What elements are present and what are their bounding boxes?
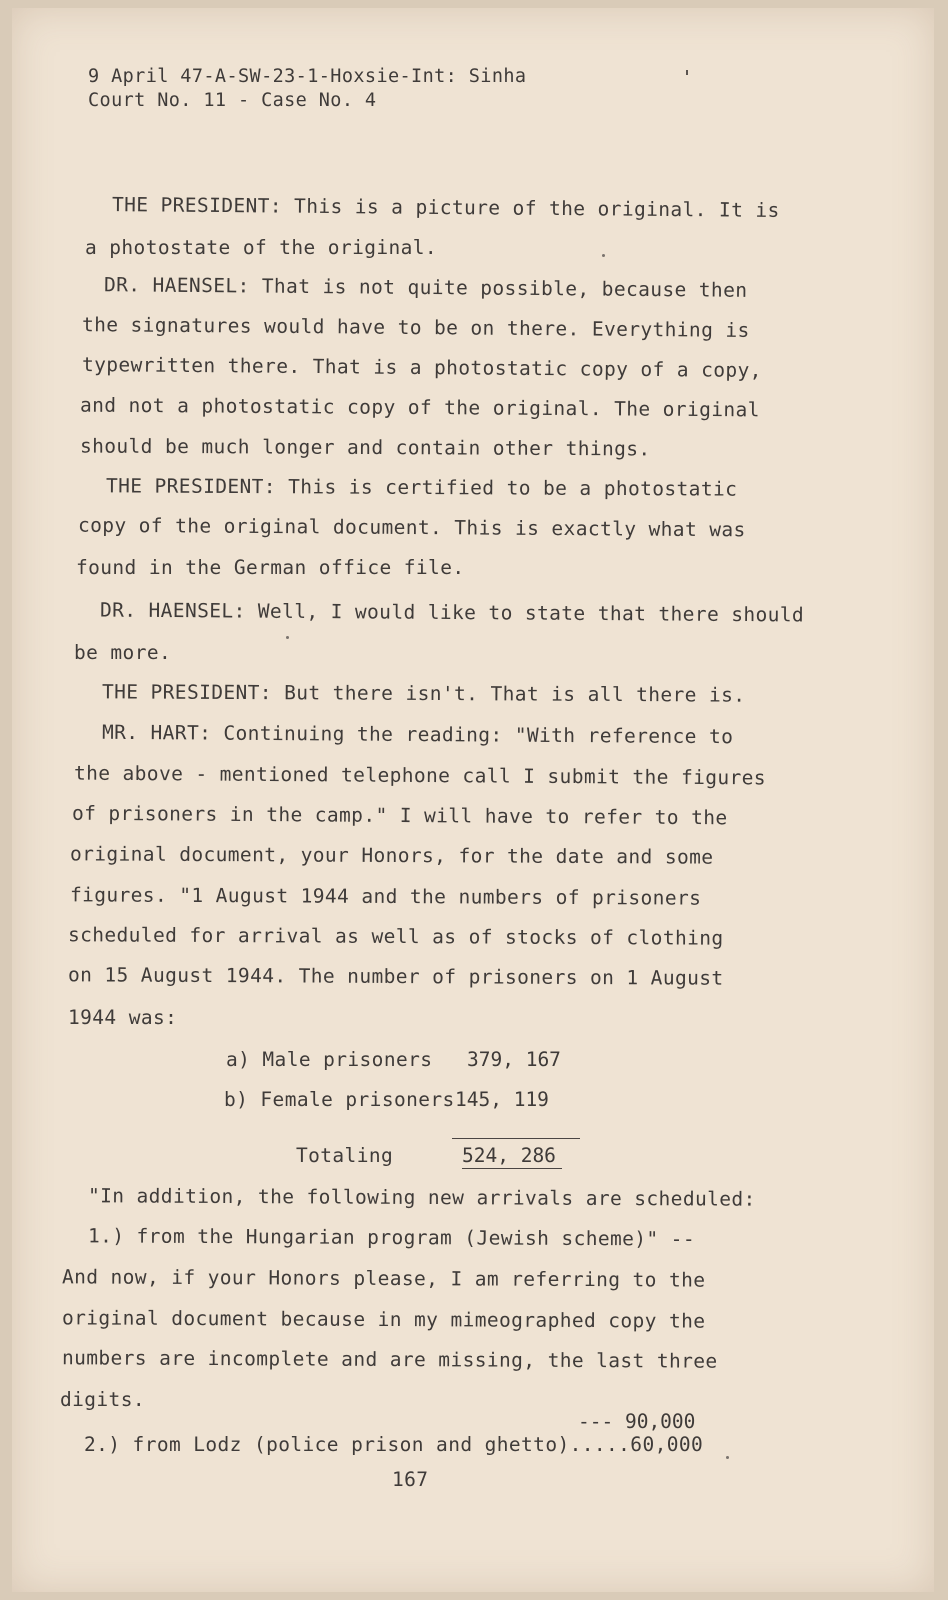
- body-line: THE PRESIDENT: But there isn't. That is all there is.: [101, 680, 746, 707]
- body-line: digits.: [60, 1388, 145, 1411]
- body-line: of prisoners in the camp." I will have to refer to the: [71, 801, 728, 830]
- body-line: on 15 August 1944. The number of prisoners on 1 August: [67, 963, 724, 990]
- body-line: and not a photostatic copy of the original. The original: [79, 393, 760, 422]
- body-line: 1.) from the Hungarian program (Jewish scheme)" --: [87, 1224, 696, 1251]
- body-line: the signatures would have to be on there. Everything is: [81, 313, 750, 342]
- table-row-a-label: a) Male prisoners: [226, 1048, 433, 1071]
- body-line: the above - mentioned telephone call I submit the figures: [73, 761, 767, 790]
- body-line: typewritten there. That is a photostatic copy of a copy,: [81, 353, 762, 382]
- paper-speck: [286, 636, 289, 639]
- body-line: MR. HART: Continuing the reading: "With reference to: [101, 720, 734, 749]
- arrival-2-line: 2.) from Lodz (police prison and ghetto).....60,000: [84, 1433, 704, 1456]
- body-line: scheduled for arrival as well as of stocks of clothing: [67, 923, 724, 950]
- paper-speck: [686, 70, 688, 75]
- body-line: numbers are incomplete and are missing, the last three: [61, 1346, 718, 1373]
- total-label: Totaling: [296, 1144, 394, 1167]
- total-underline: [462, 1168, 562, 1169]
- table-row-a-value: 379, 167: [467, 1048, 561, 1071]
- table-row-b-value: 145, 119: [455, 1088, 549, 1111]
- table-row-b-label: b) Female prisoners: [224, 1088, 455, 1111]
- paper-speck: [726, 1456, 729, 1459]
- total-value: 524, 286: [462, 1144, 556, 1167]
- body-line: "In addition, the following new arrivals are scheduled:: [87, 1184, 756, 1211]
- body-line: 1944 was:: [68, 1006, 178, 1029]
- body-line: figures. "1 August 1944 and the numbers of prisoners: [69, 883, 702, 910]
- body-line: DR. HAENSEL: That is not quite possible, because then: [103, 273, 748, 302]
- body-line: found in the German office file.: [76, 556, 465, 579]
- body-line: And now, if your Honors please, I am referring to the: [61, 1265, 706, 1292]
- body-line: copy of the original document. This is exactly what was: [77, 513, 746, 542]
- header-line-2: Court No. 11 - Case No. 4: [88, 90, 377, 111]
- body-line: a photostate of the original.: [85, 236, 438, 259]
- paper-speck: [602, 254, 605, 257]
- arrival-1-value: --- 90,000: [578, 1410, 696, 1433]
- page-number: 167: [392, 1468, 429, 1491]
- body-line: original document because in my mimeographed copy the: [61, 1306, 706, 1333]
- body-line: should be much longer and contain other things.: [79, 434, 651, 461]
- body-line: be more.: [74, 641, 172, 664]
- body-line: THE PRESIDENT: This is a picture of the original. It is: [111, 193, 780, 222]
- document-page: [12, 8, 934, 1592]
- body-line: original document, your Honors, for the date and some: [69, 842, 714, 869]
- body-line: THE PRESIDENT: This is certified to be a photostatic: [105, 474, 738, 501]
- body-line: DR. HAENSEL: Well, I would like to state that there should: [99, 598, 805, 627]
- header-line-1: 9 April 47-A-SW-23-1-Hoxsie-Int: Sinha: [88, 66, 527, 87]
- total-overline: [452, 1138, 580, 1139]
